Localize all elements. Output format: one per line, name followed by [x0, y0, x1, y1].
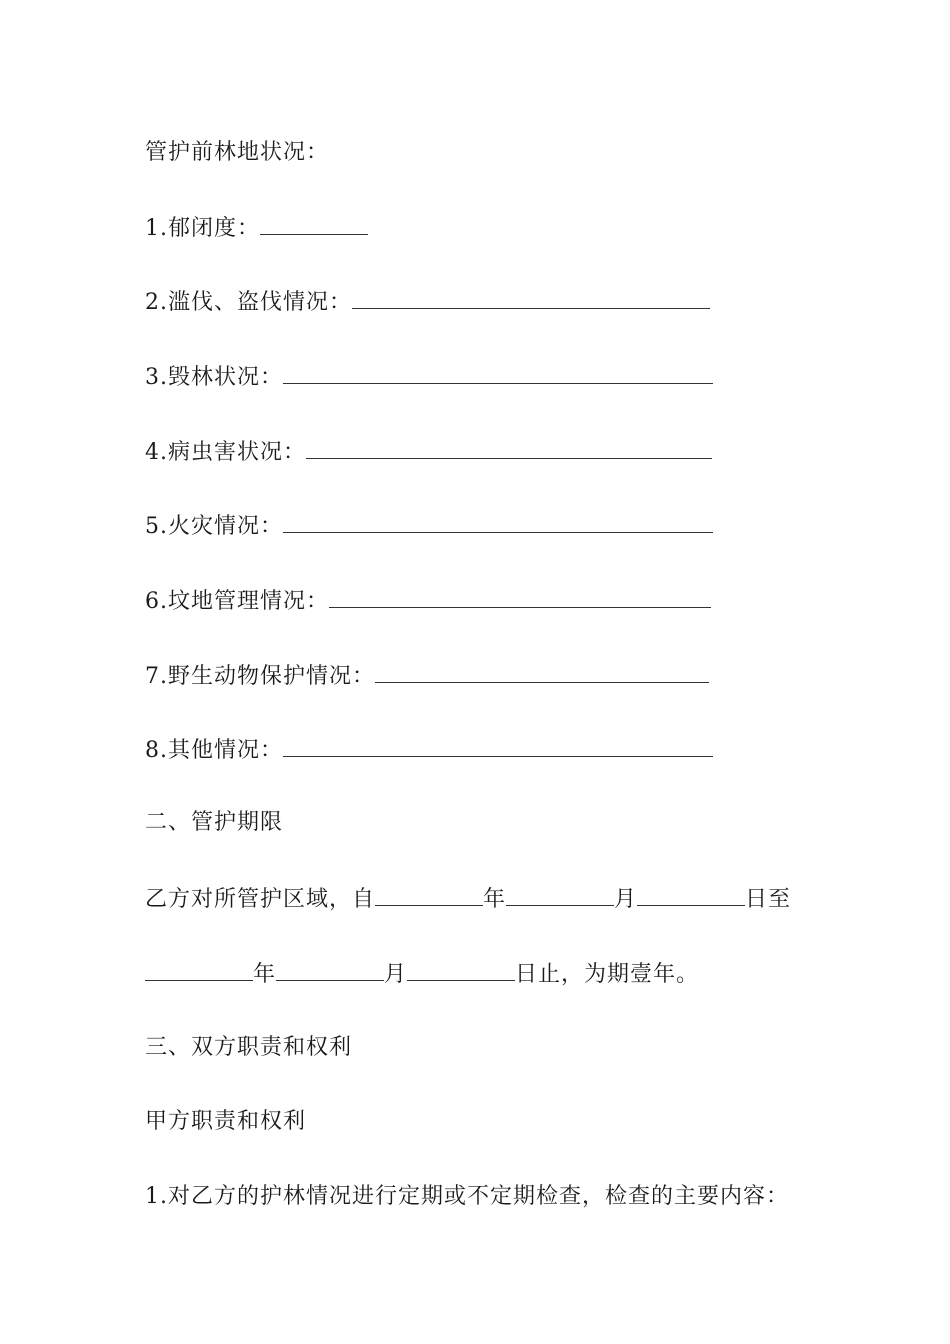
blank-field[interactable] [329, 585, 711, 608]
item-forest-destruction [145, 361, 713, 393]
item-wildlife [145, 660, 709, 692]
period-text: 月 [384, 962, 408, 987]
item-canopy-density [145, 212, 368, 244]
period-line-1 [145, 883, 791, 915]
item-label: 4.病虫害状况： [145, 440, 306, 465]
period-text: 乙方对所管护区域，自 [145, 887, 376, 912]
item-illegal-logging [145, 286, 710, 318]
item-pests [145, 436, 712, 468]
blank-field[interactable] [306, 436, 712, 459]
blank-month[interactable] [506, 883, 614, 906]
blank-field[interactable] [352, 286, 710, 309]
period-text: 年 [253, 962, 277, 987]
item-fire [145, 510, 713, 542]
blank-field[interactable] [375, 660, 709, 683]
item-label: 1.郁闭度： [145, 216, 260, 241]
blank-day[interactable] [637, 883, 745, 906]
blank-field[interactable] [260, 212, 368, 235]
item-label: 6.坟地管理情况： [145, 589, 329, 614]
item-label: 2.滥伐、盗伐情况： [145, 290, 352, 315]
period-text: 日至 [745, 887, 792, 912]
period-text: 日止，为期壹年。 [515, 962, 700, 987]
item-other [145, 734, 713, 766]
blank-month[interactable] [276, 958, 384, 981]
section2-title: 二、管护期限 [145, 810, 284, 835]
item-graves [145, 585, 711, 617]
party-a-subtitle: 甲方职责和权利 [145, 1109, 307, 1134]
party-a-item-1: 1.对乙方的护林情况进行定期或不定期检查，检查的主要内容： [145, 1184, 789, 1209]
item-label: 5.火灾情况： [145, 514, 283, 539]
blank-field[interactable] [283, 361, 713, 384]
period-line-2 [145, 958, 699, 990]
item-label: 3.毁林状况： [145, 365, 283, 390]
blank-day[interactable] [407, 958, 515, 981]
period-text: 年 [483, 887, 507, 912]
blank-year[interactable] [145, 958, 253, 981]
status-heading: 管护前林地状况： [145, 140, 330, 165]
section3-title: 三、双方职责和权利 [145, 1035, 353, 1060]
blank-field[interactable] [283, 734, 713, 757]
blank-year[interactable] [375, 883, 483, 906]
period-text: 月 [614, 887, 638, 912]
blank-field[interactable] [283, 510, 713, 533]
item-label: 8.其他情况： [145, 738, 283, 763]
item-label: 7.野生动物保护情况： [145, 664, 375, 689]
